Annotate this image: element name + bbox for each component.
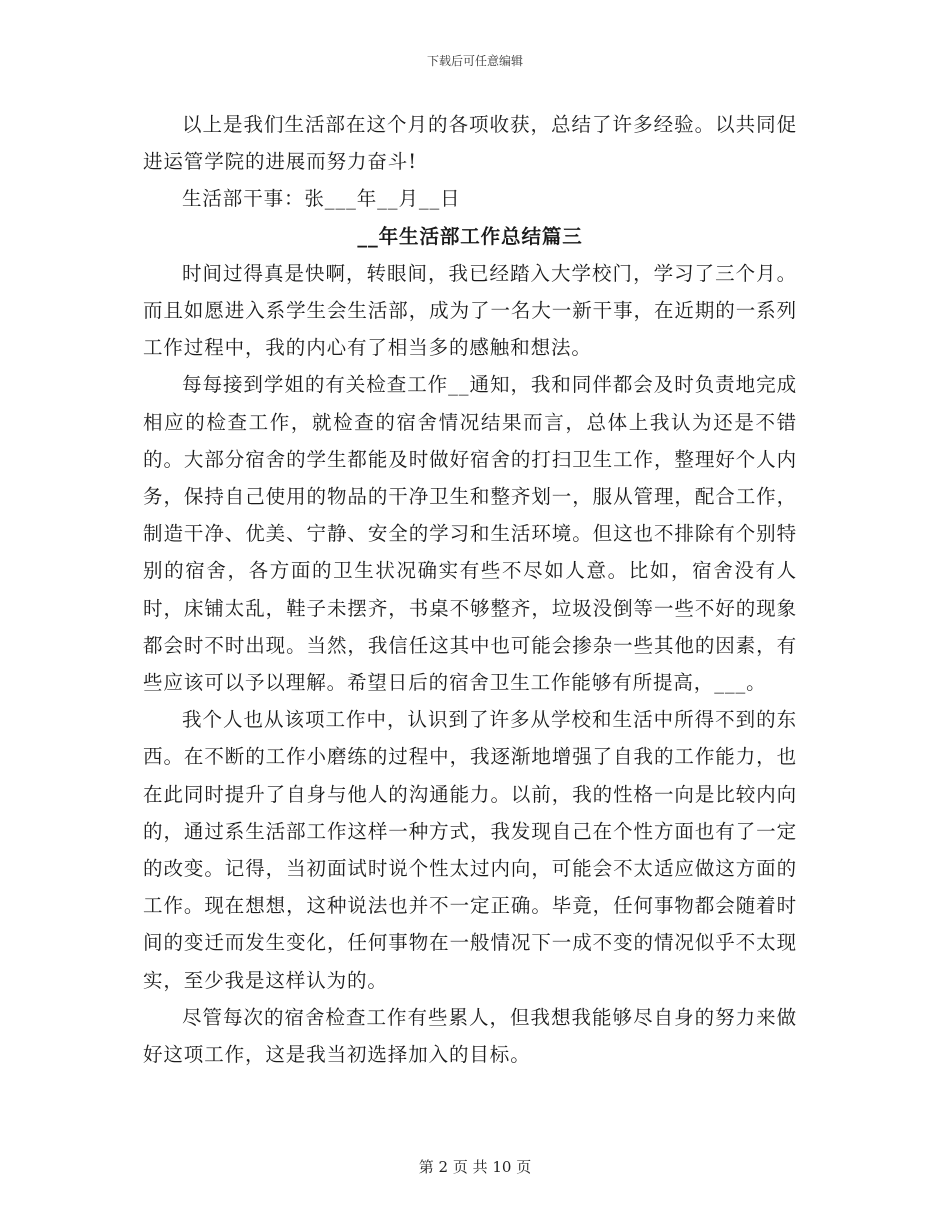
- paragraph-closing: 以上是我们生活部在这个月的各项收获，总结了许多经验。以共同促进运管学院的进展而努力奋斗!: [143, 113, 797, 174]
- document-body: [143, 106, 797, 1073]
- paragraph-1: 时间过得真是快啊，转眼间，我已经踏入大学校门，学习了三个月。而且如愿进入系学生会生活部，成为了一名大一新干事，在近期的一系列工作过程中，我的内心有了相当多的感触和想法。: [143, 261, 797, 360]
- section-title: __年生活部工作总结篇三: [357, 224, 583, 248]
- paragraph-3: 我个人也从该项工作中，认识到了许多从学校和生活中所得不到的东西。在不断的工作小磨练的过程中，我逐渐地增强了自我的工作能力，也在此同时提升了自身与他人的沟通能力。以前，我的性格一向是比较内向的，通过系生活部工作这样一种方式，我发现自己在个性方面也有了一定的改变。记得，当初面试时说个性太过内向，可能会不太适应做这方面的工作。现在想想，这种说法也并不一定正确。毕竟，任何事物都会随着时间的变迁而发生变化，任何事物在一般情况下一成不变的情况似乎不太现实，至少我是这样认为的。: [143, 708, 797, 992]
- signature-line: 生活部干事：张___年__月__日: [182, 187, 461, 211]
- paragraph-2: 每每接到学姐的有关检查工作__通知，我和同伴都会及时负责地完成相应的检查工作，就检查的宿舍情况结果而言，总体上我认为还是不错的。大部分宿舍的学生都能及时做好宿舍的打扫卫生工作，整理好个人内务，保持自己使用的物品的干净卫生和整齐划一，服从管理，配合工作，制造干净、优美、宁静、安全的学习和生活环境。但这也不排除有个别特别的宿舍，各方面的卫生状况确实有些不尽如人意。比如，宿舍没有人时，床铺太乱，鞋子未摆齐，书桌不够整齐，垃圾没倒等一些不好的现象都会时不时出现。当然，我信任这其中也可能会掺杂一些其他的因素，有些应该可以予以理解。希望日后的宿舍卫生工作能够有所提高，___。: [143, 373, 797, 695]
- paragraph-4: 尽管每次的宿舍检查工作有些累人，但我想我能够尽自身的努力来做好这项工作，这是我当初选择加入的目标。: [143, 1005, 797, 1067]
- page-header: 下载后可任意编辑: [426, 54, 523, 68]
- page-footer: 第 2 页 共 10 页: [418, 1158, 532, 1176]
